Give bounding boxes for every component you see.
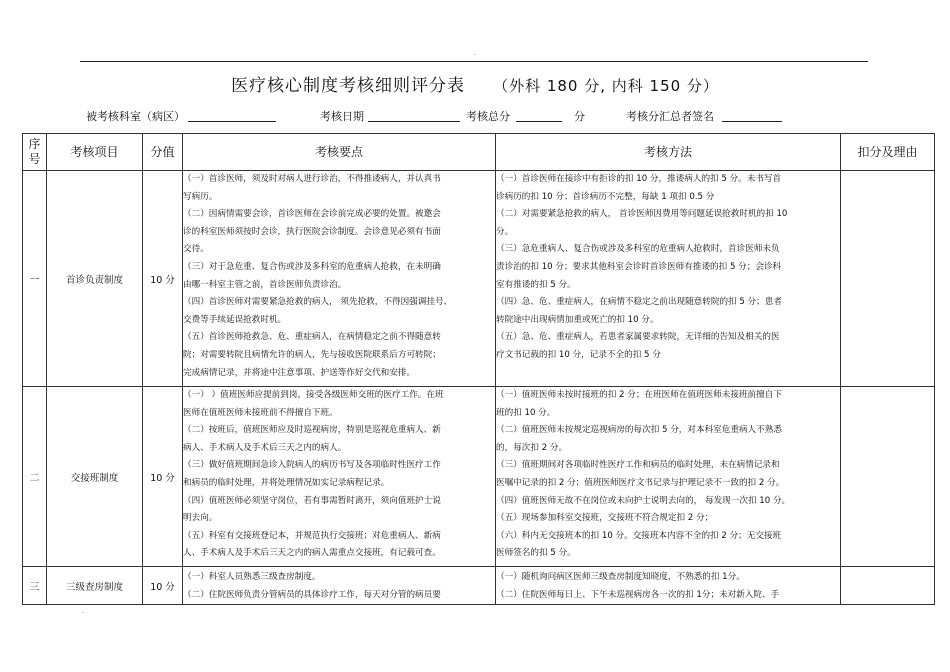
cell-line: 班的扣 10 分。 <box>496 407 556 418</box>
cell-line: 医师在值班医师未接班前不得擅自下班。 <box>183 407 338 418</box>
cell-line: （五）科室有交接班登记本，并规范执行交接班；对危重病人、新病 <box>183 530 441 541</box>
dept-blank <box>188 121 276 122</box>
cell-line: 病人、手术病人及手术后三天之内的病人。 <box>183 442 347 453</box>
cell-line: （一）首诊医师在接诊中有拒诊的扣 10 分，推诿病人的扣 5 分。未书写首 <box>496 174 782 184</box>
header-points: 考核要点 <box>183 134 496 171</box>
cell-line: （三）做好值班期间急诊入院病人的病历书写及各项临时性医疗工作 <box>183 460 441 471</box>
row-seq: 三 <box>23 567 47 605</box>
signer-blank <box>722 121 782 122</box>
row-method <box>496 171 841 387</box>
cell-line: 分。 <box>496 226 514 237</box>
cell-line: （三）急危重病人、复合伤或涉及多科室的危重病人抢救时，首诊医师未负 <box>496 244 780 255</box>
cell-line: （二）住院医师每日上、下午未巡视病房各一次的扣 1分；未对新入院、手 <box>496 589 780 600</box>
row-score: 10 分 <box>143 171 183 387</box>
score-table <box>22 133 935 605</box>
cell-line: 人、手术病人及手术后三天之内的病人需重点交接班，有记载可查。 <box>183 548 441 559</box>
cell-line: 医师签名的扣 5 分。 <box>496 548 576 559</box>
cell-line: （四）急、危、重症病人，在病情不稳定之前出现随意转院的扣 5 分；患者 <box>496 297 782 308</box>
cell-line: （二）因病情需要会诊，首诊医师在会诊前完成必要的处置。被邀会 <box>183 209 441 220</box>
cell-line: （二）按班后，值班医师应及时巡视病房，特别是巡视危重病人、新 <box>183 425 441 436</box>
cell-line: （三）值班期间对各项临时性医疗工作和病员的临时处理，未在病情记录和 <box>496 460 780 471</box>
cell-line: 写病历。 <box>183 191 218 202</box>
cell-line: 明去向。 <box>183 513 218 524</box>
cell-line: （五）急、危、重症病人，若患者家属要求转院，无详细的告知及相关的医 <box>496 332 780 343</box>
row-score: 10 分 <box>143 387 183 567</box>
header-rule <box>80 61 868 62</box>
cell-line: 院；对需要转院且病情允许的病人，先与接收医院联系后方可转院； <box>183 349 441 360</box>
footer-dot: . <box>82 608 84 615</box>
header-score: 分值 <box>143 134 183 171</box>
total-blank <box>516 121 562 122</box>
cell-line: 诊病历的扣 10 分；首诊病历不完整，每缺 1 项扣 0.5 分 <box>496 191 715 202</box>
total-unit: 分 <box>574 110 585 123</box>
table-row <box>23 567 935 605</box>
table-row <box>23 387 935 567</box>
header-seq: 序号 <box>23 134 47 171</box>
cell-line: 疗文书记载的扣 10 分，记录不全的扣 5 分 <box>496 349 661 360</box>
header-dot: . <box>474 50 476 57</box>
cell-line: 和病员的临时处理，并将处理情况如实记录病程记录。 <box>183 477 390 488</box>
cell-line: 责诊治的扣 10 分；要求其他科室会诊时首诊医师有推诿的扣 5 分；会诊科 <box>496 261 782 272</box>
page-title: 医疗核心制度考核细则评分表 <box>231 76 466 96</box>
row-points <box>183 387 496 567</box>
page-subtitle: （外科 180 分, 内科 150 分） <box>493 77 719 95</box>
cell-line: （一）首诊医师，须及时对病人进行诊治，不得推诿病人，并认真书 <box>183 174 441 184</box>
header-item: 考核项目 <box>47 134 143 171</box>
title-row <box>0 71 950 96</box>
cell-line: （一）科室人员熟悉三级查房制度。 <box>183 572 321 582</box>
row-seq: 一 <box>23 171 47 387</box>
cell-line: （四）首诊医师对需要紧急抢救的病人， 须先抢救，不得因强调挂号、 <box>183 297 453 308</box>
cell-line: （二）对需要紧急抢救的病人， 首诊医师因费用等问题延误抢救时机的扣 10 <box>496 209 788 220</box>
cell-line: 诊的科室医师须按时会诊，执行医院会诊制度。会诊意见必须有书面 <box>183 226 441 237</box>
row-points <box>183 171 496 387</box>
cell-line: 转院途中出现病情加重或死亡的扣 10 分。 <box>496 314 659 325</box>
cell-line: （六）科内无交接班本的扣 10 分。交接班本内容不全的扣 2 分；无交接班 <box>496 530 782 541</box>
row-item: 三级查房制度 <box>47 567 143 605</box>
cell-line: （四）值班医师无故不在岗位或未向护士说明去向的， 每发现一次扣 10 分。 <box>496 495 791 506</box>
table-header-row <box>23 134 935 171</box>
cell-line: 医嘱中记录的扣 2 分；值班医师医疗文书记录与护理记录不一致的扣 2 分。 <box>496 477 785 488</box>
cell-line: 的，每次扣 2 分。 <box>496 442 568 453</box>
row-deduct-cell[interactable] <box>841 387 935 567</box>
cell-line: （二）值班医师未按规定巡视病房的每次扣 5 分，对本科室危重病人不熟悉 <box>496 425 782 436</box>
header-deduct: 扣分及理由 <box>841 134 935 171</box>
cell-line: （三）对于急危重、复合伤或涉及多科室的危重病人抢救，在未明确 <box>183 261 441 272</box>
row-points <box>183 567 496 605</box>
cell-line: （二）住院医师负责分管病员的具体诊疗工作，每天对分管的病员要 <box>183 589 441 600</box>
signer-label: 考核分汇总者签名 <box>626 110 714 123</box>
cell-line: 完成病情记录，并将途中注意事项、护送等作好交代和安排。 <box>183 367 416 378</box>
row-method <box>496 387 841 567</box>
cell-line: （一）随机询问病区医师三级查房制度知晓度，不熟悉的扣 1分。 <box>496 572 745 582</box>
row-deduct-cell[interactable] <box>841 171 935 387</box>
cell-line: （一） ）值班医师应提前到岗，接受各级医师交班的医疗工作。在班 <box>183 390 444 400</box>
cell-line: （五）现场参加科室交接班，交接班不符合规定扣 2 分； <box>496 513 714 524</box>
cell-line: 由哪一科室主管之前，首诊医师负责诊治。 <box>183 279 347 290</box>
cell-line: （五）首诊医师抢救急、危、重症病人，在病情稳定之前不得随意转 <box>183 332 441 343</box>
row-score: 10 分 <box>143 567 183 605</box>
cell-line: （四）值班医师必须坚守岗位，若有事需暂时离开，须向值班护士说 <box>183 495 441 506</box>
cell-line: 交费等手续延误抢救时机。 <box>183 314 287 325</box>
row-seq: 二 <box>23 387 47 567</box>
date-blank <box>368 121 460 122</box>
total-label: 考核总分 <box>466 110 510 123</box>
row-item: 交接班制度 <box>47 387 143 567</box>
date-label: 考核日期 <box>320 110 364 123</box>
cell-line: （一）值班医师未按时接班的扣 2 分；在班医师在值班医师未接班前擅自下 <box>496 390 782 400</box>
row-method <box>496 567 841 605</box>
cell-line: 室有推诿的扣 5 分。 <box>496 279 576 290</box>
cell-line: 交待。 <box>183 244 209 255</box>
table-row <box>23 171 935 387</box>
header-method: 考核方法 <box>496 134 841 171</box>
info-row <box>86 108 886 126</box>
row-deduct-cell[interactable] <box>841 567 935 605</box>
row-item: 首诊负责制度 <box>47 171 143 387</box>
dept-label: 被考核科室（病区） <box>86 110 185 123</box>
